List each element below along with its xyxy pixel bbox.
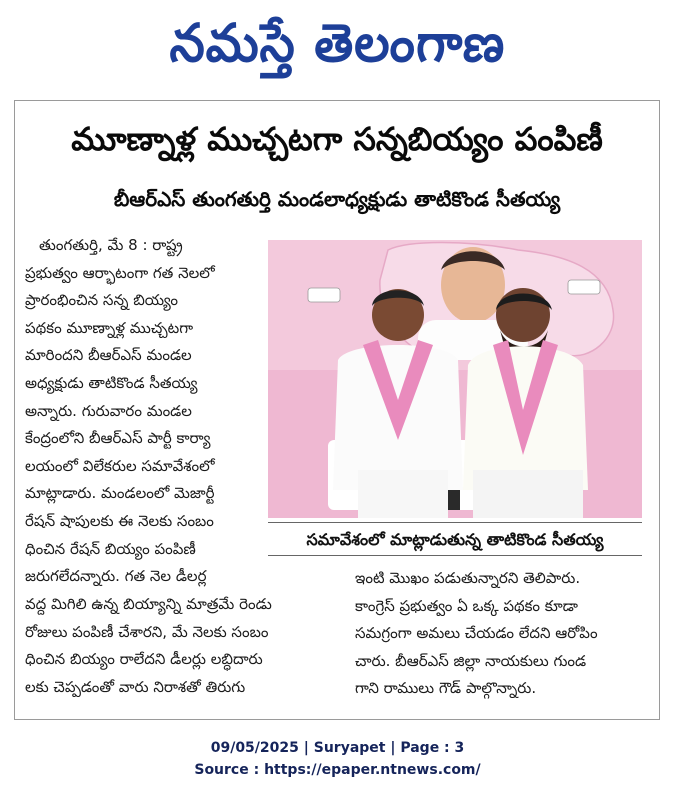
source-link[interactable]: Source : https://epaper.ntnews.com/ xyxy=(194,762,481,778)
newspaper-masthead xyxy=(0,2,675,86)
photo-caption: సమావేశంలో మాట్లాడుతున్న తాటికొండ సీతయ్య xyxy=(268,522,642,556)
text-line: వద్ద మిగిలి ఉన్న బియ్యాన్ని మాత్రమే రెండు xyxy=(25,595,272,613)
text-line: లయంలో విలేకరుల సమావేశంలో xyxy=(25,456,215,475)
text-line: రేషన్ షాపులకు ఈ నెలకు సంబం xyxy=(25,511,214,530)
text-line: మాట్లాడారు. మండలంలో మెజార్టీ xyxy=(25,484,215,503)
text-line: లకు చెప్పడంతో వారు నిరాశతో తిరుగు xyxy=(25,677,246,696)
text-line: గాని రాములు గౌడ్ పాల్గొన్నారు. xyxy=(355,679,537,698)
text-line: మారిందని బీఆర్ఎస్ మండల xyxy=(25,346,192,365)
text-line: రోజులు పంపిణీ చేశారని, మే నెలకు సంబం xyxy=(25,622,269,641)
article-left-column xyxy=(25,232,280,591)
photo-illustration xyxy=(268,240,642,518)
edition-info: 09/05/2025 | Suryapet | Page : 3 xyxy=(210,740,465,756)
text-line: ధించిన బియ్యం రాలేదని డీలర్లు లబ్ధిదారు xyxy=(25,650,263,669)
text-line: ధించిన రేషన్ బియ్యం పంపిణీ xyxy=(25,539,196,558)
text-line: అన్నారు. గురువారం మండల xyxy=(25,401,192,420)
text-line: ఇంటి మొఖం పడుతున్నారని తెలిపారు. xyxy=(355,569,581,587)
text-line: సమగ్రంగా అమలు చేయడం లేదని ఆరోపిం xyxy=(355,624,598,643)
masthead-title: నమస్తే తెలంగాణ xyxy=(168,11,507,74)
text-line: జరుగలేదన్నారు. గత నెల డీలర్ల xyxy=(25,567,207,586)
text-line: కేంద్రంలోని బీఆర్ఎస్ పార్టీ కార్యా xyxy=(25,429,211,448)
text-line: తుంగతుర్తి, మే 8 : రాష్ట్ర xyxy=(39,236,183,254)
text-line: అధ్యక్షుడు తాటికొండ సీతయ్య xyxy=(25,373,198,392)
text-line: కాంగ్రెస్ ప్రభుత్వం ఏ ఒక్క పథకం కూడా xyxy=(355,596,578,615)
text-line: ప్రభుత్వం ఆర్భాటంగా గత నెలలో xyxy=(25,263,215,282)
article-headline: మూణ్నాళ్ల ముచ్చటగా సన్నబియ్యం పంపిణీ xyxy=(71,120,603,158)
text-line: పథకం మూణ్నాళ్ల ముచ్చటగా xyxy=(25,318,194,337)
text-line: ప్రారంభించిన సన్న బియ్యం xyxy=(25,291,179,310)
article-photo xyxy=(268,240,642,518)
article-right-column xyxy=(355,565,645,703)
article-left-bottom-column xyxy=(25,591,345,701)
text-line: చారు. బీఆర్ఎస్ జిల్లా నాయకులు గుండ xyxy=(355,651,587,670)
article-subheadline: బీఆర్ఎస్ తుంగతుర్తి మండలాధ్యక్షుడు తాటికొండ సీతయ్య xyxy=(113,187,561,211)
